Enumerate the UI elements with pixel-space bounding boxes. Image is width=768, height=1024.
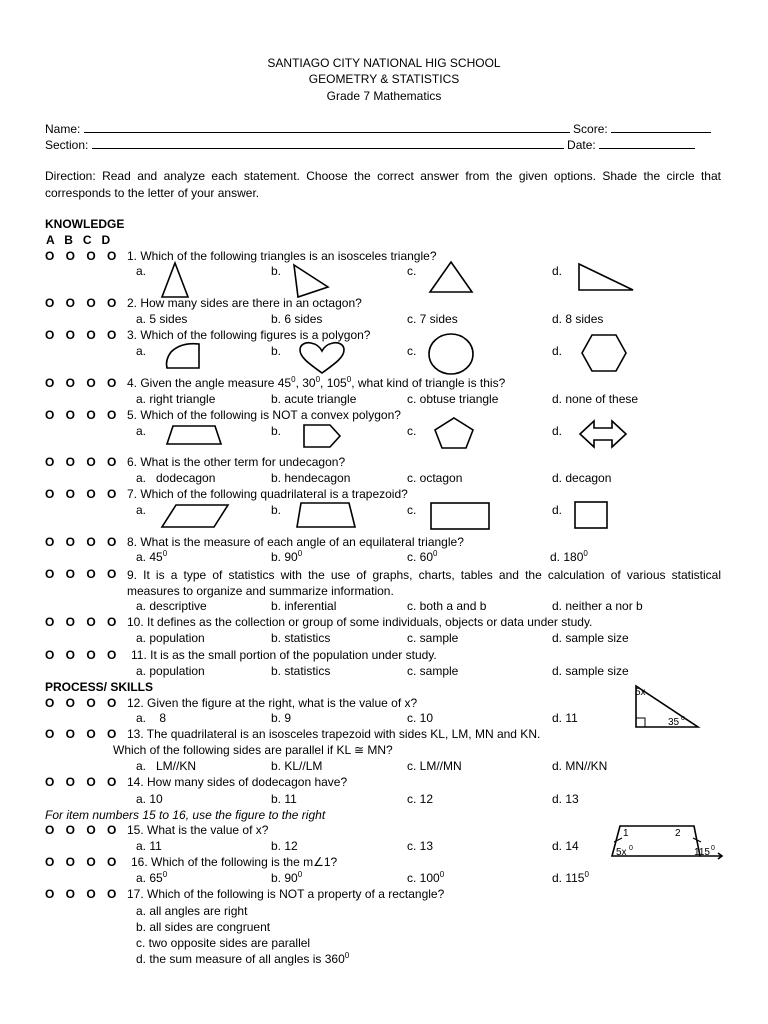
circle-shape	[427, 332, 475, 376]
question-16: 16. Which of the following is the m∠1?	[131, 855, 338, 869]
answer-bubbles[interactable]: O O O O	[45, 249, 117, 263]
question-5: 5. Which of the following is NOT a convex polygon?	[127, 408, 401, 422]
process-heading: PROCESS/ SKILLS	[45, 680, 154, 694]
answer-bubbles[interactable]: O O O O	[45, 487, 117, 501]
question-13-line2: Which of the following sides are parallel if KL ≅ MN?	[113, 743, 393, 757]
q8-option-d[interactable]: d. $180^0$	[550, 549, 588, 564]
q14-option-d[interactable]: d. 13	[552, 792, 579, 806]
q13-option-d[interactable]: d. MN//KN	[552, 759, 608, 773]
svg-text:0: 0	[711, 845, 715, 852]
q13-option-b[interactable]: b. KL//LM	[271, 759, 323, 773]
q1-option-a[interactable]: a.	[136, 264, 147, 278]
q11-option-b[interactable]: b. statistics	[271, 664, 331, 678]
svg-text:o: o	[681, 715, 685, 722]
q14-option-a[interactable]: a. 10	[136, 792, 163, 806]
hexagon-shape	[580, 333, 628, 373]
q2-option-c[interactable]: c. 7 sides	[407, 312, 458, 326]
q12-option-c[interactable]: c. 10	[407, 711, 434, 725]
answer-bubbles[interactable]: O O O O	[45, 376, 117, 390]
answer-bubbles[interactable]: O O O O	[45, 696, 117, 710]
q15-option-a[interactable]: a. 11	[136, 839, 162, 853]
question-3: 3. Which of the following figures is a polygon?	[127, 328, 371, 342]
q4-option-d[interactable]: d. none of these	[552, 392, 639, 406]
q12-option-a[interactable]: a. 8	[136, 711, 167, 725]
q15-option-b[interactable]: b. 12	[271, 839, 298, 853]
answer-bubbles[interactable]: O O O O	[45, 887, 117, 901]
q8-option-a[interactable]: a. $45^0$	[136, 549, 168, 564]
q9-option-b[interactable]: b. inferential	[271, 599, 337, 613]
angle-1-label: 1	[623, 828, 629, 839]
q12-option-d[interactable]: d. 11	[552, 711, 578, 725]
question-14: 14. How many sides of dodecagon have?	[127, 775, 348, 789]
q16-option-a[interactable]: a. $65^0$	[136, 870, 168, 885]
score-field[interactable]	[611, 121, 711, 133]
question-17: 17. Which of the following is NOT a property of a rectangle?	[127, 887, 445, 901]
name-row	[45, 121, 711, 137]
q6-option-c[interactable]: c. octagon	[407, 471, 463, 485]
answer-bubbles[interactable]: O O O O	[45, 535, 117, 549]
figure-angle-label: 35	[668, 717, 680, 728]
q1-option-b[interactable]: b.	[271, 264, 282, 278]
q10-option-b[interactable]: b. statistics	[271, 631, 331, 645]
q11-option-a[interactable]: a. population	[136, 664, 205, 678]
rectangle-shape	[429, 501, 491, 531]
q9-option-c[interactable]: c. both a and b	[407, 599, 487, 613]
heart-shape	[298, 341, 346, 375]
curved-shape	[163, 340, 201, 372]
figure-side-label: 5x	[635, 687, 646, 698]
date-label: Date:	[567, 138, 596, 152]
answer-bubbles[interactable]: O O O O	[45, 455, 117, 469]
q7-option-b[interactable]: b.	[271, 503, 282, 517]
question-15: 15. What is the value of x?	[127, 823, 269, 837]
q10-option-c[interactable]: c. sample	[407, 631, 459, 645]
pentagon-arrow-shape	[302, 423, 342, 449]
q2-option-d[interactable]: d. 8 sides	[552, 312, 604, 326]
answer-bubbles[interactable]: O O O O	[45, 727, 117, 741]
name-field[interactable]	[84, 121, 570, 133]
subject-title: GEOMETRY & STATISTICS	[308, 72, 460, 86]
q17-option-d[interactable]: d. the sum measure of all angles is $360^0$	[136, 951, 350, 966]
knowledge-heading: KNOWLEDGE	[45, 217, 125, 231]
q6-option-d[interactable]: d. decagon	[552, 471, 612, 485]
q7-option-a[interactable]: a.	[136, 503, 147, 517]
right-triangle-figure	[632, 683, 702, 731]
question-7: 7. Which of the following quadrilateral is a trapezoid?	[127, 487, 408, 501]
name-label: Name:	[45, 122, 81, 136]
angle-5x-label: 5x	[616, 847, 627, 858]
double-arrow-shape	[578, 419, 628, 449]
q9-option-d[interactable]: d. neither a nor b	[552, 599, 643, 613]
q14-option-c[interactable]: c. 12	[407, 792, 434, 806]
q2-option-b[interactable]: b. 6 sides	[271, 312, 323, 326]
q17-option-b[interactable]: b. all sides are congruent	[136, 920, 271, 934]
q1-option-d[interactable]: d.	[552, 264, 563, 278]
question-1: 1. Which of the following triangles is an isosceles triangle?	[127, 249, 437, 263]
pentagon-shape	[433, 416, 475, 450]
answer-bubbles[interactable]: O O O O	[45, 567, 117, 581]
q15-option-c[interactable]: c. 13	[407, 839, 434, 853]
note-items-15-16: For item numbers 15 to 16, use the figure to the right	[45, 808, 326, 822]
parallelogram-shape	[160, 503, 230, 529]
answer-bubbles[interactable]: O O O O	[45, 648, 117, 662]
question-13: 13. The quadrilateral is an isosceles trapezoid with sides KL, LM, MN and KN.	[127, 727, 541, 741]
direction-text: Direction: Read and analyze each statement. Choose the correct answer from the given options. Shade the circle that corresponds to the letter of your answer.	[45, 169, 721, 200]
date-field[interactable]	[599, 137, 695, 149]
angle-2-label: 2	[675, 828, 681, 839]
question-12: 12. Given the figure at the right, what is the value of x?	[127, 696, 418, 710]
q13-option-a[interactable]: a. LM//KN	[136, 759, 197, 773]
q11-option-c[interactable]: c. sample	[407, 664, 459, 678]
q6-option-b[interactable]: b. hendecagon	[271, 471, 351, 485]
question-6: 6. What is the other term for undecagon?	[127, 455, 346, 469]
q7-option-c[interactable]: c.	[407, 503, 417, 517]
q5-option-a[interactable]: a.	[136, 424, 147, 438]
q10-option-d[interactable]: d. sample size	[552, 631, 629, 645]
q6-option-a[interactable]: a. dodecagon	[136, 471, 216, 485]
section-row	[45, 137, 695, 153]
school-name: SANTIAGO CITY NATIONAL HIG SCHOOL	[267, 56, 501, 70]
q5-option-d[interactable]: d.	[552, 424, 563, 438]
svg-text:0: 0	[629, 845, 633, 852]
q16-option-d[interactable]: d. $115^0$	[552, 870, 589, 885]
q16-option-b[interactable]: b. $90^0$	[271, 870, 303, 885]
question-9: 9. It is a type of statistics with the use of graphs, charts, tables and the calculation of various statistical measures to organize and summarize information.	[127, 568, 721, 598]
answer-bubbles[interactable]: O O O O	[45, 855, 117, 869]
q2-option-a[interactable]: a. 5 sides	[136, 312, 188, 326]
q5-option-b[interactable]: b.	[271, 424, 282, 438]
q3-option-c[interactable]: c.	[407, 344, 417, 358]
q7-option-d[interactable]: d.	[552, 503, 563, 517]
q12-option-b[interactable]: b. 9	[271, 711, 292, 725]
q8-option-b[interactable]: b. $90^0$	[271, 549, 303, 564]
answer-bubbles[interactable]: O O O O	[45, 615, 117, 629]
answer-bubbles[interactable]: O O O O	[45, 408, 117, 422]
answer-letters: A B C D	[46, 233, 111, 247]
q3-option-b[interactable]: b.	[271, 344, 282, 358]
q4-option-a[interactable]: a. right triangle	[136, 392, 216, 406]
question-2: 2. How many sides are there in an octagon?	[127, 296, 362, 310]
q3-option-a[interactable]: a.	[136, 344, 147, 358]
q16-option-c[interactable]: c. $100^0$	[407, 870, 445, 885]
angle-115-label: 115	[694, 847, 710, 858]
obtuse-triangle-shape	[292, 263, 332, 299]
q9-option-a[interactable]: a. descriptive	[136, 599, 207, 613]
q13-option-c[interactable]: c. LM//MN	[407, 759, 462, 773]
section-field[interactable]	[92, 137, 564, 149]
q17-option-c[interactable]: c. two opposite sides are parallel	[136, 936, 311, 950]
trapezoid-shape	[295, 501, 357, 529]
grade-title: Grade 7 Mathematics	[326, 89, 442, 103]
trapezoid-figure	[608, 822, 726, 862]
q11-option-d[interactable]: d. sample size	[552, 664, 629, 678]
q5-option-c[interactable]: c.	[407, 424, 417, 438]
q17-option-a[interactable]: a. all angles are right	[136, 904, 248, 918]
q8-option-c[interactable]: c. $60^0$	[407, 549, 438, 564]
answer-bubbles[interactable]: O O O O	[45, 296, 117, 310]
answer-bubbles[interactable]: O O O O	[45, 823, 117, 837]
section-label: Section:	[45, 138, 89, 152]
answer-bubbles[interactable]: O O O O	[45, 775, 117, 789]
square-shape	[573, 500, 609, 530]
q4-option-c[interactable]: c. obtuse triangle	[407, 392, 499, 406]
q15-option-d[interactable]: d. 14	[552, 839, 579, 853]
q14-option-b[interactable]: b. 11	[271, 792, 297, 806]
isosceles-triangle-shape	[428, 260, 474, 296]
score-label: Score:	[573, 122, 608, 136]
q1-option-c[interactable]: c.	[407, 264, 417, 278]
right-triangle-shape	[577, 262, 635, 292]
q10-option-a[interactable]: a. population	[136, 631, 205, 645]
question-11: 11. It is as the small portion of the population under study.	[131, 648, 437, 662]
trapezoid-shape	[165, 424, 223, 446]
answer-bubbles[interactable]: O O O O	[45, 328, 117, 342]
tall-triangle-shape	[160, 261, 190, 299]
question-4: 4. Given the angle measure $45^0$, $30^0$, $105^0$, what kind of triangle is this?	[127, 375, 506, 390]
question-8: 8. What is the measure of each angle of an equilateral triangle?	[127, 535, 464, 549]
q4-option-b[interactable]: b. acute triangle	[271, 392, 357, 406]
question-10: 10. It defines as the collection or group of some individuals, objects or data under study.	[127, 615, 593, 629]
q3-option-d[interactable]: d.	[552, 344, 563, 358]
